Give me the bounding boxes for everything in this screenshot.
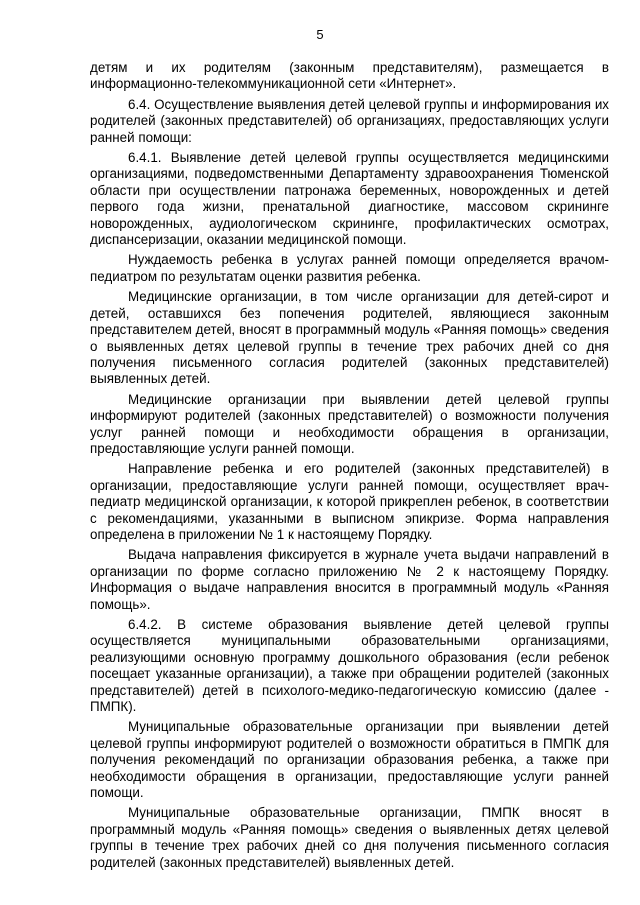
paragraph-section-6-4-2: 6.4.2. В системе образования выявление детей целевой группы осуществляется муниципальными образовательными организациями, реализующими основную программу дошкольного образования (если ребенок посещает указанные организации), а также при обращении родителей (законных представителей) детей в психолого-медико-педагогическую комиссию (далее - ПМПК). [90, 617, 609, 715]
paragraph-referral-journal: Выдача направления фиксируется в журнале учета выдачи направлений в организации по форме согласно приложению № 2 к настоящему Порядку. Информация о выдаче направления вносится в программный модуль «Ранняя помощь». [90, 547, 609, 612]
paragraph-pediatrician-assessment: Нуждаемость ребенка в услугах ранней помощи определяется врачом-педиатром по результатам оценки развития ребенка. [90, 252, 609, 284]
paragraph-section-6-4: 6.4. Осуществление выявления детей целевой группы и информирования их родителей (законных представителей) об организациях, предоставляющих услуги ранней помощи: [90, 96, 609, 145]
document-body [90, 60, 609, 875]
paragraph-medical-organizations-entry: Медицинские организации, в том числе организации для детей-сирот и детей, оставшихся без попечения родителей, являющиеся законным представителем детей, вносят в программный модуль «Ранняя помощь» сведения о выявленных детях целевой группы в течение трех рабочих дней со дня получения письменного согласия родителей (законных представителей) выявленных детей. [90, 289, 609, 387]
page-number: 5 [316, 27, 324, 42]
paragraph-education-organizations-inform: Муниципальные образовательные организации при выявлении детей целевой группы информируют родителей о возможности обратиться в ПМПК для получения рекомендаций по организации образования ребенка, а также при необходимости обращения в организации, предоставляющие услуги ранней помощи. [90, 719, 609, 801]
paragraph-medical-organizations-inform: Медицинские организации при выявлении детей целевой группы информируют родителей (законных представителей) о возможности получения услуг ранней помощи и необходимости обращения в организации, предоставляющие услуги ранней помощи. [90, 391, 609, 456]
paragraph-continuation: детям и их родителям (законным представителям), размещается в информационно-телекоммуникационной сети «Интернет». [90, 60, 609, 92]
paragraph-section-6-4-1: 6.4.1. Выявление детей целевой группы осуществляется медицинскими организациями, подведомственными Департаменту здравоохранения Тюменской области при осуществлении патронажа беременных, новорожденных и детей первого года жизни, пренатальной диагностике, массовом скрининге новорожденных, аудиологическом скрининге, профилактических осмотрах, диспансеризации, оказании медицинской помощи. [90, 150, 609, 248]
paragraph-referral: Направление ребенка и его родителей (законных представителей) в организации, предоставляющие услуги ранней помощи, осуществляет врач-педиатр медицинской организации, к которой прикреплен ребенок, в соответствии с рекомендациями, указанными в выписном эпикризе. Форма направления определена в приложении № 1 к настоящему Порядку. [90, 461, 609, 542]
paragraph-education-organizations-entry: Муниципальные образовательные организации, ПМПК вносят в программный модуль «Ранняя помощь» сведения о выявленных детях целевой группы в течение трех рабочих дней со дня получения письменного согласия родителей (законных представителей) выявленных детей. [90, 805, 609, 870]
